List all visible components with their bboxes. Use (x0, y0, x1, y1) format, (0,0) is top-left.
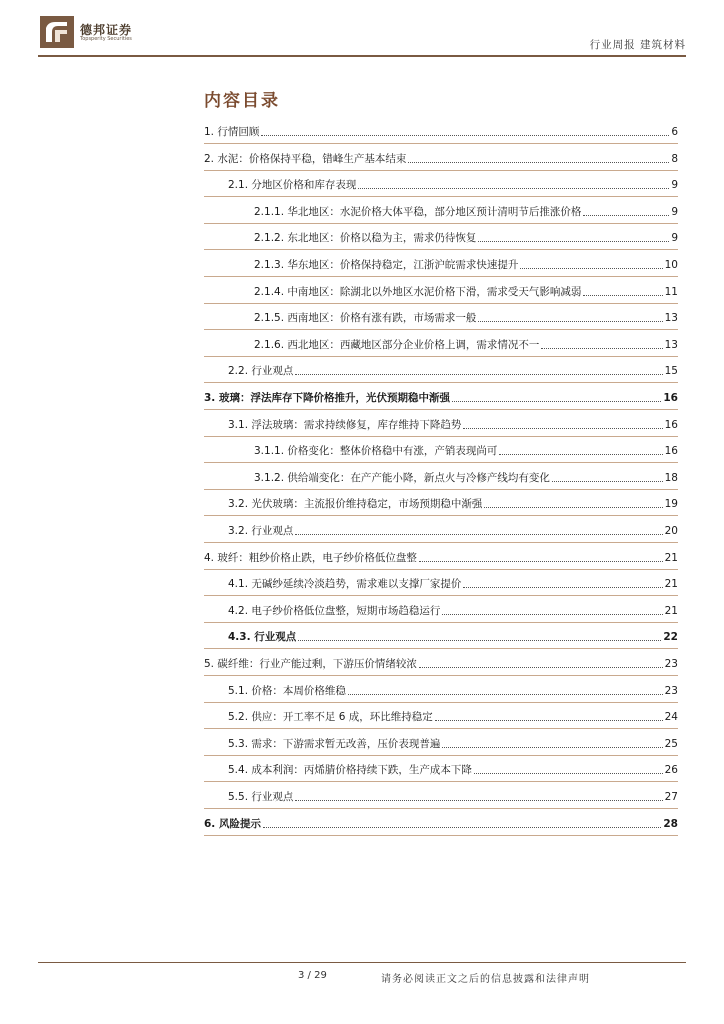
toc-entry-title: 2.1.4. 中南地区：除湖北以外地区水泥价格下滑，需求受天气影响减弱 (254, 285, 582, 298)
toc-leader-dots (295, 374, 662, 375)
toc-entry-page: 9 (671, 232, 678, 245)
toc-entry-title: 5.3. 需求：下游需求暂无改善，压价表现普遍 (228, 737, 441, 750)
toc-leader-dots (484, 507, 662, 508)
toc-leader-dots (298, 640, 661, 641)
toc-entry[interactable] (228, 684, 678, 698)
toc-entry[interactable] (204, 391, 678, 405)
toc-entry-page: 6 (671, 126, 678, 138)
toc-entry[interactable] (204, 817, 678, 831)
toc-entry[interactable] (228, 577, 678, 591)
toc-entry-page: 20 (664, 525, 678, 537)
toc-entry-page: 15 (664, 365, 678, 378)
toc-entry-title: 4.3. 行业观点 (228, 631, 297, 644)
toc-row-divider (204, 755, 678, 756)
toc-row-divider (204, 542, 678, 543)
toc-entry-title: 3.2. 光伏玻璃：主流报价维持稳定，市场预期稳中渐强 (228, 498, 483, 511)
toc-entry-page: 13 (664, 312, 678, 325)
toc-entry[interactable] (254, 231, 678, 245)
toc-entry[interactable] (228, 630, 678, 644)
toc-entry-page: 24 (664, 711, 678, 724)
footer-divider (38, 962, 686, 963)
toc-row-divider (204, 675, 678, 676)
toc-entry-title: 3.1.2. 供给端变化：在产产能小降，新点火与冷修产线均有变化 (254, 471, 550, 484)
toc-row-divider (204, 276, 678, 277)
toc-entry[interactable] (228, 604, 678, 618)
toc-leader-dots (442, 614, 662, 615)
toc-leader-dots (452, 401, 661, 402)
toc-entry-title: 2. 水泥：价格保持平稳，错峰生产基本结束 (204, 152, 407, 165)
toc-entry-title: 3.1.1. 价格变化：整体价格稳中有涨，产销表现尚可 (254, 445, 498, 458)
toc-row-divider (204, 223, 678, 224)
toc-entry[interactable] (204, 551, 678, 565)
toc-row-divider (204, 382, 678, 383)
toc-leader-dots (419, 561, 663, 562)
toc-entry-title: 5.4. 成本利润：丙烯腈价格持续下跌，生产成本下降 (228, 764, 472, 777)
toc-entry-page: 28 (663, 817, 678, 830)
toc-row-divider (204, 489, 678, 490)
toc-entry[interactable] (228, 418, 678, 432)
toc-row-divider (204, 569, 678, 570)
toc-leader-dots (358, 188, 669, 189)
toc-entry-page: 11 (664, 285, 678, 298)
toc-entry-title: 4. 玻纤：粗纱价格止跌，电子纱价格低位盘整 (204, 551, 417, 564)
toc-entry[interactable] (228, 763, 678, 777)
company-logo-icon (40, 16, 74, 48)
toc-row-divider (204, 781, 678, 782)
toc-row-divider (204, 595, 678, 596)
toc-entry-page: 9 (671, 179, 678, 192)
page-header (0, 0, 724, 58)
toc-leader-dots (295, 534, 662, 535)
toc-entry-title: 2.2. 行业观点 (228, 365, 294, 378)
toc-leader-dots (463, 428, 662, 429)
toc-entry-title: 2.1. 分地区价格和库存表现 (228, 179, 357, 192)
toc-entry[interactable] (204, 125, 678, 139)
toc-entry-page: 16 (663, 392, 678, 404)
toc-row-divider (204, 303, 678, 304)
toc-row-divider (204, 409, 678, 410)
footer-disclaimer: 请务必阅读正文之后的信息披露和法律声明 (381, 974, 590, 985)
toc-leader-dots (520, 268, 662, 269)
toc-entry[interactable] (254, 285, 678, 299)
toc-entry[interactable] (228, 497, 678, 511)
toc-entry-title: 5. 碳纤维：行业产能过剩，下游压价情绪较浓 (204, 658, 417, 670)
toc-entry[interactable] (228, 178, 678, 192)
toc-entry-page: 16 (664, 445, 678, 458)
toc-entry-title: 3.1. 浮法玻璃：需求持续修复，库存维持下降趋势 (228, 418, 462, 431)
toc-entry-page: 21 (664, 578, 678, 591)
toc-row-divider (204, 170, 678, 171)
toc-row-divider (204, 249, 678, 250)
toc-entry[interactable] (228, 790, 678, 804)
toc-entry-page: 25 (664, 737, 678, 750)
toc-entry-title: 2.1.1. 华北地区：水泥价格大体平稳，部分地区预计清明节后推涨价格 (254, 205, 582, 218)
toc-entry-page: 23 (664, 684, 678, 697)
toc-leader-dots (478, 321, 662, 322)
toc-entry-title: 1. 行情回顾 (204, 126, 260, 138)
toc-row-divider (204, 196, 678, 197)
toc-leader-dots (348, 694, 663, 695)
toc-row-divider (204, 356, 678, 357)
toc-row-divider (204, 835, 678, 836)
toc-leader-dots (295, 800, 662, 801)
toc-entry-page: 10 (664, 259, 678, 271)
toc-entry-page: 21 (664, 551, 678, 564)
toc-entry-title: 2.1.5. 西南地区：价格有涨有跌，市场需求一般 (254, 312, 477, 325)
toc-entry-page: 16 (664, 418, 678, 431)
toc-entry-title: 3. 玻璃：浮法库存下降价格推升，光伏预期稳中渐强 (204, 392, 450, 404)
document-category: 行业周报 建筑材料 (589, 39, 686, 51)
toc-leader-dots (463, 587, 662, 588)
toc-entry-page: 27 (664, 791, 678, 803)
toc-entry[interactable] (254, 205, 678, 219)
toc-entry-page: 8 (671, 152, 678, 165)
toc-leader-dots (419, 667, 663, 668)
toc-entry-title: 2.1.6. 西北地区：西藏地区部分企业价格上调，需求情况不一 (254, 338, 540, 351)
toc-entry-title: 4.1. 无碱纱延续冷淡趋势，需求难以支撑厂家提价 (228, 578, 462, 591)
toc-entry-title: 6. 风险提示 (204, 817, 261, 830)
toc-entry-page: 13 (664, 338, 678, 351)
toc-entry-page: 26 (664, 764, 678, 777)
toc-row-divider (204, 436, 678, 437)
toc-row-divider (204, 329, 678, 330)
toc-leader-dots (583, 295, 662, 296)
toc-entry[interactable] (254, 471, 678, 485)
page-number: 3 / 29 (298, 970, 327, 981)
toc-entry[interactable] (254, 444, 678, 458)
toc-entry-title: 5.2. 供应：开工率不足 6 成，环比维持稳定 (228, 711, 433, 724)
toc-entry-title: 3.2. 行业观点 (228, 525, 294, 537)
toc-entry-page: 23 (664, 658, 678, 670)
toc-entry[interactable] (204, 657, 678, 671)
toc-row-divider (204, 808, 678, 809)
toc-entry-page: 18 (664, 471, 678, 484)
toc-leader-dots (552, 481, 663, 482)
toc-row-divider (204, 143, 678, 144)
toc-entry[interactable] (254, 311, 678, 325)
brand-name: 德邦证券 (80, 23, 133, 37)
toc-leader-dots (435, 720, 663, 721)
toc-leader-dots (442, 747, 662, 748)
header-divider (38, 55, 686, 57)
toc-entry-page: 9 (671, 205, 678, 218)
toc-entry[interactable] (228, 524, 678, 538)
toc-entry[interactable] (228, 710, 678, 724)
toc-entry[interactable] (254, 338, 678, 352)
brand-name-en: Topsperity Securities (80, 36, 132, 42)
toc-leader-dots (263, 827, 661, 828)
toc-leader-dots (499, 454, 662, 455)
toc-title: 内容目录 (204, 91, 280, 111)
toc-row-divider (204, 702, 678, 703)
toc-entry-title: 4.2. 电子纱价格低位盘整，短期市场趋稳运行 (228, 604, 441, 617)
toc-row-divider (204, 728, 678, 729)
toc-entry-title: 5.1. 价格：本周价格维稳 (228, 684, 346, 697)
toc-entry-page: 21 (664, 604, 678, 617)
toc-entry[interactable] (228, 364, 678, 378)
toc-entry-title: 5.5. 行业观点 (228, 791, 294, 803)
toc-entry-page: 22 (663, 631, 678, 644)
toc-entry-title: 2.1.3. 华东地区：价格保持稳定，江浙沪皖需求快速提升 (254, 259, 519, 271)
toc-entry[interactable] (204, 152, 678, 166)
toc-row-divider (204, 622, 678, 623)
toc-row-divider (204, 515, 678, 516)
toc-leader-dots (583, 215, 669, 216)
toc-entry-title: 2.1.2. 东北地区：价格以稳为主，需求仍待恢复 (254, 232, 477, 245)
toc-row-divider (204, 648, 678, 649)
toc-leader-dots (478, 241, 669, 242)
toc-row-divider (204, 462, 678, 463)
toc-leader-dots (541, 348, 662, 349)
toc-entry-page: 19 (664, 498, 678, 511)
toc-entry[interactable] (228, 737, 678, 751)
toc-leader-dots (474, 773, 663, 774)
toc-entry[interactable] (254, 258, 678, 272)
toc-leader-dots (408, 162, 669, 163)
toc-leader-dots (261, 135, 669, 136)
